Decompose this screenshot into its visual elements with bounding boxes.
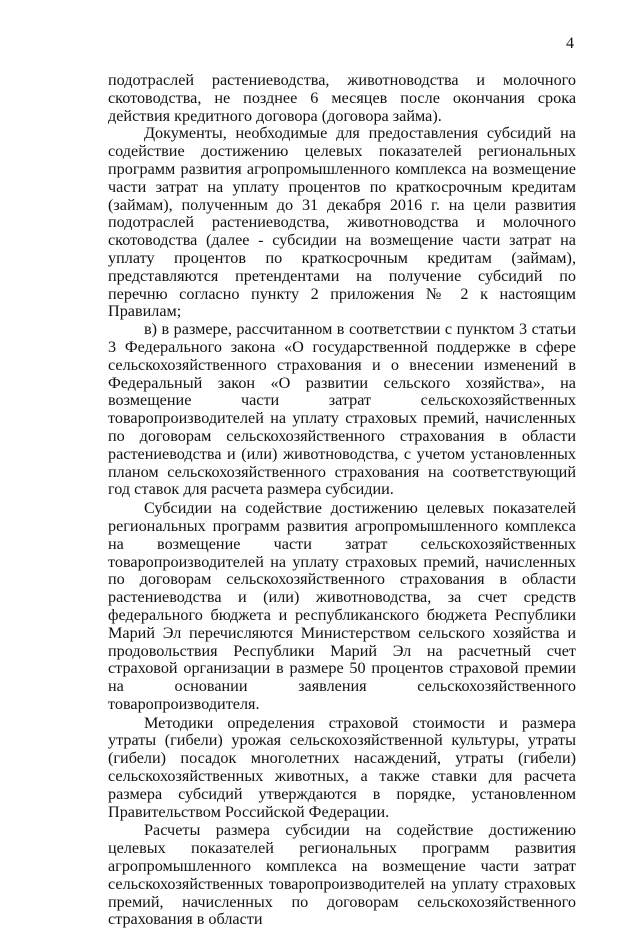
page-number: 4 <box>566 35 574 52</box>
paragraph-continuation: подотраслей растениеводства, животноводства и молочного скотоводства, не позднее 6 месяцев после окончания срока действия кредитного договора (договора займа). <box>108 71 576 125</box>
paragraph-item-v: в) в размере, рассчитанном в соответствии с пунктом 3 статьи 3 Федерального закона «О государственной поддержке в сфере сельскохозяйственного страхования и о внесении изменений в Федеральный закон «О развитии сельского хозяйства», на возмещение части затрат сельскохозяйственных товаропроизводителей на уплату страховых премий, начисленных по договорам сельскохозяйственного страхования в области растениеводства и (или) животноводства, с учетом установленных планом сельскохозяйственного страхования на соответствующий год ставок для расчета размера субсидии. <box>108 320 576 499</box>
paragraph-calculations: Расчеты размера субсидии на содействие достижению целевых показателей региональных программ развития агропромышленного комплекса на возмещение части затрат сельскохозяйственных товаропроизводителей на уплату страховых премий, начисленных по договорам сельскохозяйственного страхования в области <box>108 821 576 929</box>
paragraph-documents: Документы, необходимые для предоставления субсидий на содействие достижению целевых показателей региональных программ развития агропромышленного комплекса на возмещение части затрат на уплату процентов по краткосрочным кредитам (займам), полученным до 31 декабря 2016 г. на цели развития подотраслей растениеводства, животноводства и молочного скотоводства (далее - субсидии на возмещение части затрат на уплату процентов по краткосрочным кредитам (займам), представляются претендентами на получение субсидий по перечню согласно пункту 2 приложения № 2 к настоящим Правилам; <box>108 124 576 321</box>
paragraph-subsidies-transfer: Субсидии на содействие достижению целевых показателей региональных программ развития агропромышленного комплекса на возмещение части затрат сельскохозяйственных товаропроизводителей на уплату страховых премий, начисленных по договорам сельскохозяйственного страхования в области растениеводства и (или) животноводства, за счет средств федерального бюджета и республиканского бюджета Республики Марий Эл перечисляются Министерством сельского хозяйства и продовольствия Республики Марий Эл на расчетный счет страховой организации в размере 50 процентов страховой премии на основании заявления сельскохозяйственного товаропроизводителя. <box>108 499 576 713</box>
document-body <box>108 72 576 929</box>
paragraph-methodology: Методики определения страховой стоимости и размера утраты (гибели) урожая сельскохозяйственной культуры, утраты (гибели) посадок многолетних насаждений, утраты (гибели) сельскохозяйственных животных, а также ставки для расчета размера субсидий утверждаются в порядке, установленном Правительством Российской Федерации. <box>108 713 576 821</box>
